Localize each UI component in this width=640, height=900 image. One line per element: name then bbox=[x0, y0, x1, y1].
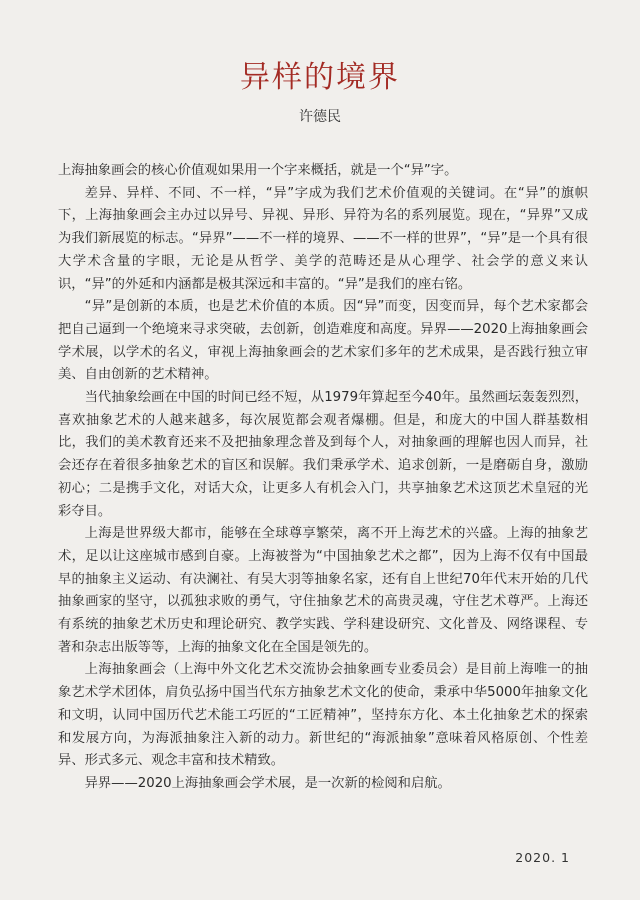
paragraph: 差异、异样、不同、不一样，“异”字成为我们艺术价值观的关键词。在“异”的旗帜下，上海抽象画会主办过以异号、异视、异形、异符为名的系列展览。现在，“异界”又成为我们新展览的标志。“异界”——不一样的境界、——不一样的世界”，“异”是一个具有很大学术含量的字眼，无论是从哲学、美学的范畴还是从心理学、社会学的意义来认识，“异”的外延和内涵都是极其深远和丰富的。“异”是我们的座右铭。 bbox=[58, 185, 588, 292]
document-date: 2020. 1 bbox=[515, 850, 570, 865]
paragraph: 当代抽象绘画在中国的时间已经不短，从1979年算起至今40年。虽然画坛轰轰烈烈，喜欢抽象艺术的人越来越多，每次展览都会观者爆棚。但是，和庞大的中国人群基数相比，我们的美术教育还来不及把抽象理念普及到每个人，对抽象画的理解也因人而异，社会还存在着很多抽象艺术的盲区和误解。我们秉承学术、追求创新，一是磨砺自身，激励初心；二是携手文化，对话大众，让更多人有机会入门，共享抽象艺术这顶艺术皇冠的光彩夺目。 bbox=[58, 390, 588, 519]
article-body bbox=[58, 160, 588, 796]
paragraph-closing: 异界——2020上海抽象画会学术展，是一次新的检阅和启航。 bbox=[84, 775, 451, 791]
paragraph-intro: 上海抽象画会的核心价值观如果用一个字来概括，就是一个“异”字。 bbox=[58, 163, 458, 178]
paragraph: 上海是世界级大都市，能够在全球尊享繁荣，离不开上海艺术的兴盛。上海的抽象艺术，足以让这座城市感到自豪。上海被誉为“中国抽象艺术之都”，因为上海不仅有中国最早的抽象主义运动、有决澜社、有吴大羽等抽象名家，还有自上世纪70年代末开始的几代抽象画家的坚守，以孤独求败的勇气，守住抽象艺术的高贵灵魂，守住艺术尊严。上海还有系统的抽象艺术历史和理论研究、教学实践、学科建设研究、文化普及、网络课程、专著和杂志出版等等，上海的抽象文化在全国是领先的。 bbox=[58, 526, 588, 655]
document-title: 异样的境界 bbox=[240, 60, 400, 95]
paragraph: “异”是创新的本质，也是艺术价值的本质。因“异”而变，因变而异，每个艺术家都会把自己逼到一个绝境来寻求突破，去创新，创造难度和高度。异界——2020上海抽象画会学术展，以学术的名义，审视上海抽象画会的艺术家们多年的艺术成果，是否践行独立审美、自由创新的艺术精神。 bbox=[58, 299, 588, 383]
paragraph: 上海抽象画会（上海中外文化艺术交流协会抽象画专业委员会）是目前上海唯一的抽象艺术学术团体，肩负弘扬中国当代东方抽象艺术文化的使命，秉承中华5000年抽象文化和文明，认同中国历代艺术能工巧匠的“工匠精神”，坚持东方化、本土化抽象艺术的探索和发展方向，为海派抽象注入新的动力。新世纪的“海派抽象”意味着风格原创、个性差异、形式多元、观念丰富和技术精致。 bbox=[58, 662, 588, 769]
author-name: 许德民 bbox=[299, 109, 341, 125]
